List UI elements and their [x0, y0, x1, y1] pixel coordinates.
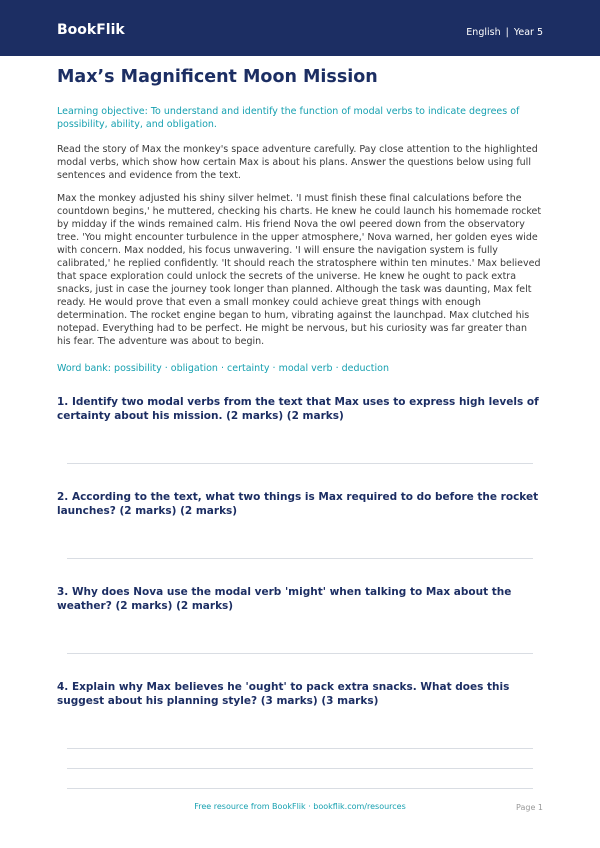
year-label: Year 5	[513, 27, 543, 38]
footer-credit[interactable]: Free resource from BookFlik · bookflik.com/resources	[194, 802, 406, 811]
question-text: 2. According to the text, what two things is Max required to do before the rocket launches? (2 marks) (2 marks)	[57, 491, 539, 517]
answer-line[interactable]	[67, 748, 533, 749]
story-text: Max the monkey adjusted his shiny silver helmet. 'I must finish these final calculations before the countdown begins,' he muttered, checking his charts. He knew he could launch his homemade rocket by midday if the winds remained calm. His friend Nova the owl peered down from the observatory tree. 'You might encounter turbulence in the upper atmosphere,' Nova warned, her golden eyes wide with concern. Max nodded, his focus unwavering. 'I will ensure the navigation system is fully calibrated,' he replied confidently. 'It should reach the stratosphere within ten minutes.' Max believed that space exploration could unlock the secrets of the universe. He knew he ought to pack extra snacks, just in case the journey took longer than planned. Although the task was daunting, Max felt ready. He would prove that even a small monkey could achieve great things with enough determination. The rocket engine began to hum, vibrating against the launchpad. Max clutched his notepad. Everything had to be perfect. He might be nervous, but his curiosity was far greater than his fear. The adventure was about to begin.	[57, 193, 542, 347]
answer-line[interactable]	[67, 768, 533, 769]
answer-line[interactable]	[67, 558, 533, 559]
worksheet-title: Max’s Magnificent Moon Mission	[57, 67, 378, 87]
answer-line[interactable]	[67, 653, 533, 654]
learning-objective: Learning objective: To understand and identify the function of modal verbs to indicate degrees of possibility, ability, and obligation.	[57, 106, 520, 130]
question-text: 4. Explain why Max believes he 'ought' to pack extra snacks. What does this suggest about his planning style? (3 marks) (3 marks)	[57, 681, 510, 707]
header-separator: |	[505, 27, 509, 38]
page-number: Page 1	[516, 803, 543, 812]
question-text: 3. Why does Nova use the modal verb 'might' when talking to Max about the weather? (2 marks) (2 marks)	[57, 586, 512, 612]
question-4	[57, 680, 543, 789]
question-2	[57, 490, 543, 559]
page-header	[0, 0, 600, 56]
word-bank: Word bank: possibility · obligation · certainty · modal verb · deduction	[57, 363, 389, 374]
subject-label: English	[466, 27, 501, 38]
worksheet-content	[57, 66, 543, 815]
answer-line[interactable]	[67, 788, 533, 789]
brand-logo[interactable]: BookFlik	[57, 22, 125, 38]
question-1	[57, 395, 543, 464]
subject-year-label	[466, 27, 543, 39]
answer-line[interactable]	[67, 463, 533, 464]
instructions: Read the story of Max the monkey's space adventure carefully. Pay close attention to the highlighted modal verbs, which show how certain Max is about his plans. Answer the questions below using full sentences and evidence from the text.	[57, 144, 538, 181]
question-text: 1. Identify two modal verbs from the text that Max uses to express high levels of certainty about his mission. (2 marks) (2 marks)	[57, 396, 539, 422]
question-3	[57, 585, 543, 654]
